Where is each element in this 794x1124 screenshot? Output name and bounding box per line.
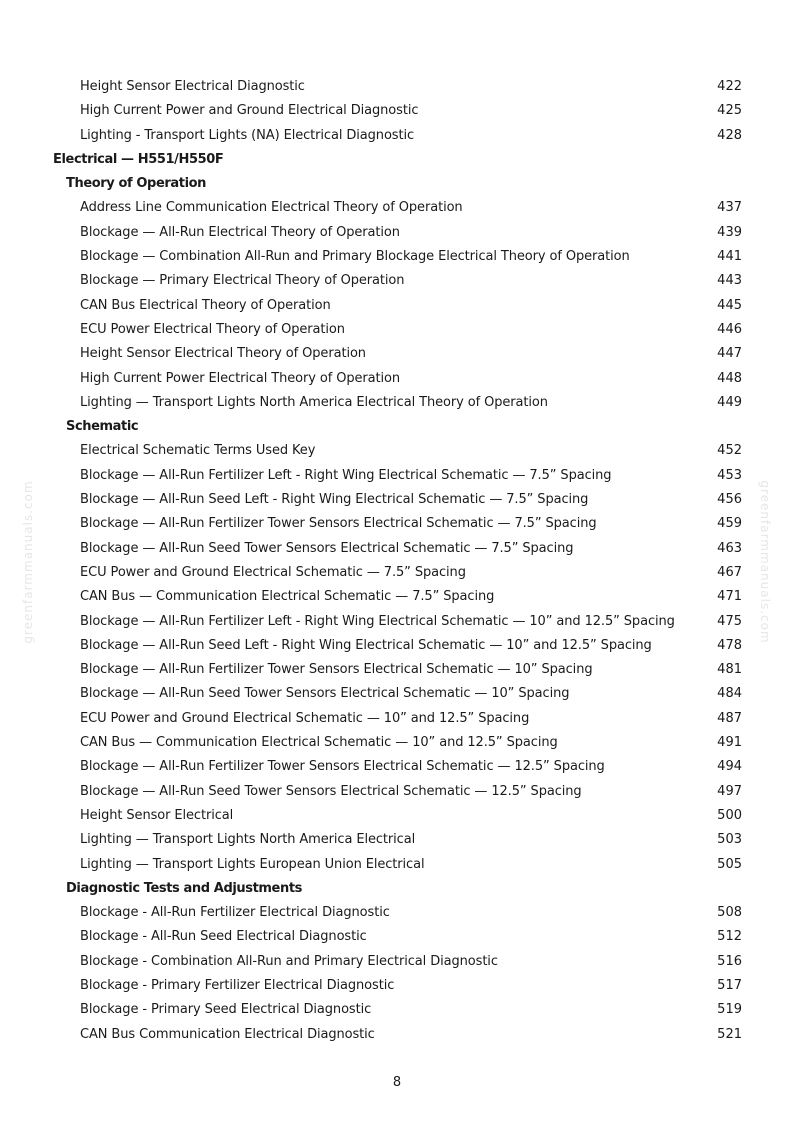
toc-entry[interactable] [0,125,794,149]
toc-entry-title: Blockage — All-Run Seed Left - Right Wing Electrical Schematic — 10” and 12.5” Spacing [80,637,652,653]
toc-entry-title: High Current Power and Ground Electrical Diagnostic [80,103,419,119]
toc-entry[interactable] [0,683,794,707]
toc-entry-page: 505 [717,856,742,872]
toc-entry[interactable] [0,611,794,635]
toc-entry[interactable] [0,951,794,975]
toc-entry-title: Height Sensor Electrical [80,807,234,823]
toc-entry-title: Blockage — All-Run Fertilizer Tower Sensors Electrical Schematic — 7.5” Spacing [80,516,597,532]
toc-entry-page: 512 [717,929,742,945]
table-of-contents [0,76,794,1048]
toc-entry[interactable] [0,392,794,416]
toc-entry[interactable] [0,708,794,732]
toc-entry-page: 441 [717,249,742,265]
toc-entry[interactable] [0,295,794,319]
toc-entry-page: 491 [717,735,742,751]
toc-entry-title: Electrical Schematic Terms Used Key [80,443,316,459]
toc-entry[interactable] [0,829,794,853]
toc-entry-page: 519 [717,1002,742,1018]
toc-entry-page: 448 [717,370,742,386]
toc-entry-title: Lighting — Transport Lights North America Electrical [80,832,416,848]
toc-entry-page: 443 [717,273,742,289]
toc-entry-title: Blockage — Combination All-Run and Primary Blockage Electrical Theory of Operation [80,249,630,265]
toc-entry-title: Lighting — Transport Lights North America Electrical Theory of Operation [80,394,548,410]
toc-entry-title: CAN Bus — Communication Electrical Schematic — 10” and 12.5” Spacing [80,735,558,751]
toc-entry-page: 497 [717,783,742,799]
toc-entry[interactable] [0,319,794,343]
toc-entry-page: 456 [717,492,742,508]
toc-subsection-heading[interactable] [0,878,794,902]
toc-entry-title: Blockage — All-Run Fertilizer Tower Sensors Electrical Schematic — 12.5” Spacing [80,759,605,775]
toc-entry[interactable] [0,489,794,513]
toc-entry[interactable] [0,805,794,829]
toc-entry-title: Blockage — All-Run Fertilizer Left - Right Wing Electrical Schematic — 7.5” Spacing [80,467,612,483]
toc-entry-page: 452 [717,443,742,459]
toc-entry-page: 437 [717,200,742,216]
toc-entry-page: 503 [717,832,742,848]
toc-subsection-heading[interactable] [0,173,794,197]
toc-entry-page: 478 [717,637,742,653]
toc-entry-page: 447 [717,346,742,362]
toc-entry[interactable] [0,586,794,610]
toc-entry-title: Blockage — All-Run Fertilizer Left - Right Wing Electrical Schematic — 10” and 12.5” Spacing [80,613,675,629]
toc-subsection-title: Schematic [66,419,139,435]
toc-entry-page: 516 [717,953,742,969]
toc-entry-title: Blockage — All-Run Seed Tower Sensors Electrical Schematic — 7.5” Spacing [80,540,574,556]
toc-entry[interactable] [0,513,794,537]
toc-entry[interactable] [0,440,794,464]
toc-entry-title: Address Line Communication Electrical Theory of Operation [80,200,463,216]
toc-entry-page: 445 [717,297,742,313]
toc-entry-title: CAN Bus Communication Electrical Diagnostic [80,1026,375,1042]
toc-section-heading[interactable] [0,149,794,173]
toc-section-title: Electrical — H551/H550F [53,151,224,167]
toc-entry-page: 487 [717,710,742,726]
toc-entry-title: ECU Power and Ground Electrical Schematic — 10” and 12.5” Spacing [80,710,530,726]
toc-entry-page: 425 [717,103,742,119]
toc-entry-title: Height Sensor Electrical Theory of Operation [80,346,366,362]
toc-entry-page: 500 [717,807,742,823]
toc-entry-page: 521 [717,1026,742,1042]
toc-entry-page: 428 [717,127,742,143]
toc-entry-title: ECU Power Electrical Theory of Operation [80,321,345,337]
toc-entry[interactable] [0,926,794,950]
toc-entry[interactable] [0,465,794,489]
toc-entry[interactable] [0,781,794,805]
toc-entry-page: 481 [717,662,742,678]
toc-entry-title: Blockage — All-Run Seed Left - Right Wing Electrical Schematic — 7.5” Spacing [80,492,589,508]
toc-subsection-title: Theory of Operation [66,176,207,192]
toc-entry[interactable] [0,197,794,221]
toc-entry[interactable] [0,999,794,1023]
toc-entry[interactable] [0,100,794,124]
toc-entry[interactable] [0,1024,794,1048]
toc-entry-page: 508 [717,905,742,921]
toc-entry-page: 475 [717,613,742,629]
toc-entry-title: Blockage — All-Run Fertilizer Tower Sensors Electrical Schematic — 10” Spacing [80,662,593,678]
toc-entry-page: 453 [717,467,742,483]
toc-entry[interactable] [0,854,794,878]
toc-entry-page: 517 [717,977,742,993]
toc-entry[interactable] [0,635,794,659]
toc-entry-title: Blockage — All-Run Seed Tower Sensors Electrical Schematic — 12.5” Spacing [80,783,582,799]
toc-entry[interactable] [0,659,794,683]
toc-entry-title: CAN Bus Electrical Theory of Operation [80,297,331,313]
toc-entry-title: Blockage — All-Run Electrical Theory of Operation [80,224,400,240]
toc-entry[interactable] [0,76,794,100]
watermark-right: greenfarmmanuals.com [758,480,772,644]
toc-entry[interactable] [0,222,794,246]
toc-entry[interactable] [0,368,794,392]
toc-entry-title: ECU Power and Ground Electrical Schematic — 7.5” Spacing [80,564,466,580]
toc-entry[interactable] [0,270,794,294]
page-number: 8 [392,1075,402,1090]
toc-entry-title: Blockage — Primary Electrical Theory of Operation [80,273,405,289]
toc-entry[interactable] [0,732,794,756]
toc-subsection-title: Diagnostic Tests and Adjustments [66,880,302,896]
toc-entry-page: 449 [717,394,742,410]
toc-entry[interactable] [0,756,794,780]
toc-entry-page: 463 [717,540,742,556]
toc-entry[interactable] [0,902,794,926]
toc-entry[interactable] [0,562,794,586]
toc-entry-title: Blockage - All-Run Seed Electrical Diagnostic [80,929,367,945]
toc-entry-title: Height Sensor Electrical Diagnostic [80,79,305,94]
toc-entry-page: 459 [717,516,742,532]
toc-entry-title: CAN Bus — Communication Electrical Schematic — 7.5” Spacing [80,589,495,605]
toc-entry-page: 494 [717,759,742,775]
toc-subsection-heading[interactable] [0,416,794,440]
toc-entry-page: 422 [717,79,742,94]
toc-entry-title: Blockage - All-Run Fertilizer Electrical Diagnostic [80,905,390,921]
toc-entry-title: Blockage - Combination All-Run and Primary Electrical Diagnostic [80,953,498,969]
toc-entry-title: High Current Power Electrical Theory of Operation [80,370,401,386]
toc-entry-page: 467 [717,564,742,580]
toc-entry-title: Lighting - Transport Lights (NA) Electrical Diagnostic [80,127,415,143]
toc-entry-title: Blockage - Primary Seed Electrical Diagnostic [80,1002,372,1018]
toc-entry-title: Blockage - Primary Fertilizer Electrical Diagnostic [80,977,395,993]
toc-entry[interactable] [0,538,794,562]
toc-entry[interactable] [0,246,794,270]
toc-entry-title: Lighting — Transport Lights European Union Electrical [80,856,425,872]
toc-entry-page: 484 [717,686,742,702]
watermark-left: greenfarmmanuals.com [21,480,35,644]
toc-entry[interactable] [0,975,794,999]
toc-entry-page: 471 [717,589,742,605]
toc-entry-title: Blockage — All-Run Seed Tower Sensors Electrical Schematic — 10” Spacing [80,686,570,702]
toc-entry-page: 446 [717,321,742,337]
toc-entry[interactable] [0,343,794,367]
toc-entry-page: 439 [717,224,742,240]
